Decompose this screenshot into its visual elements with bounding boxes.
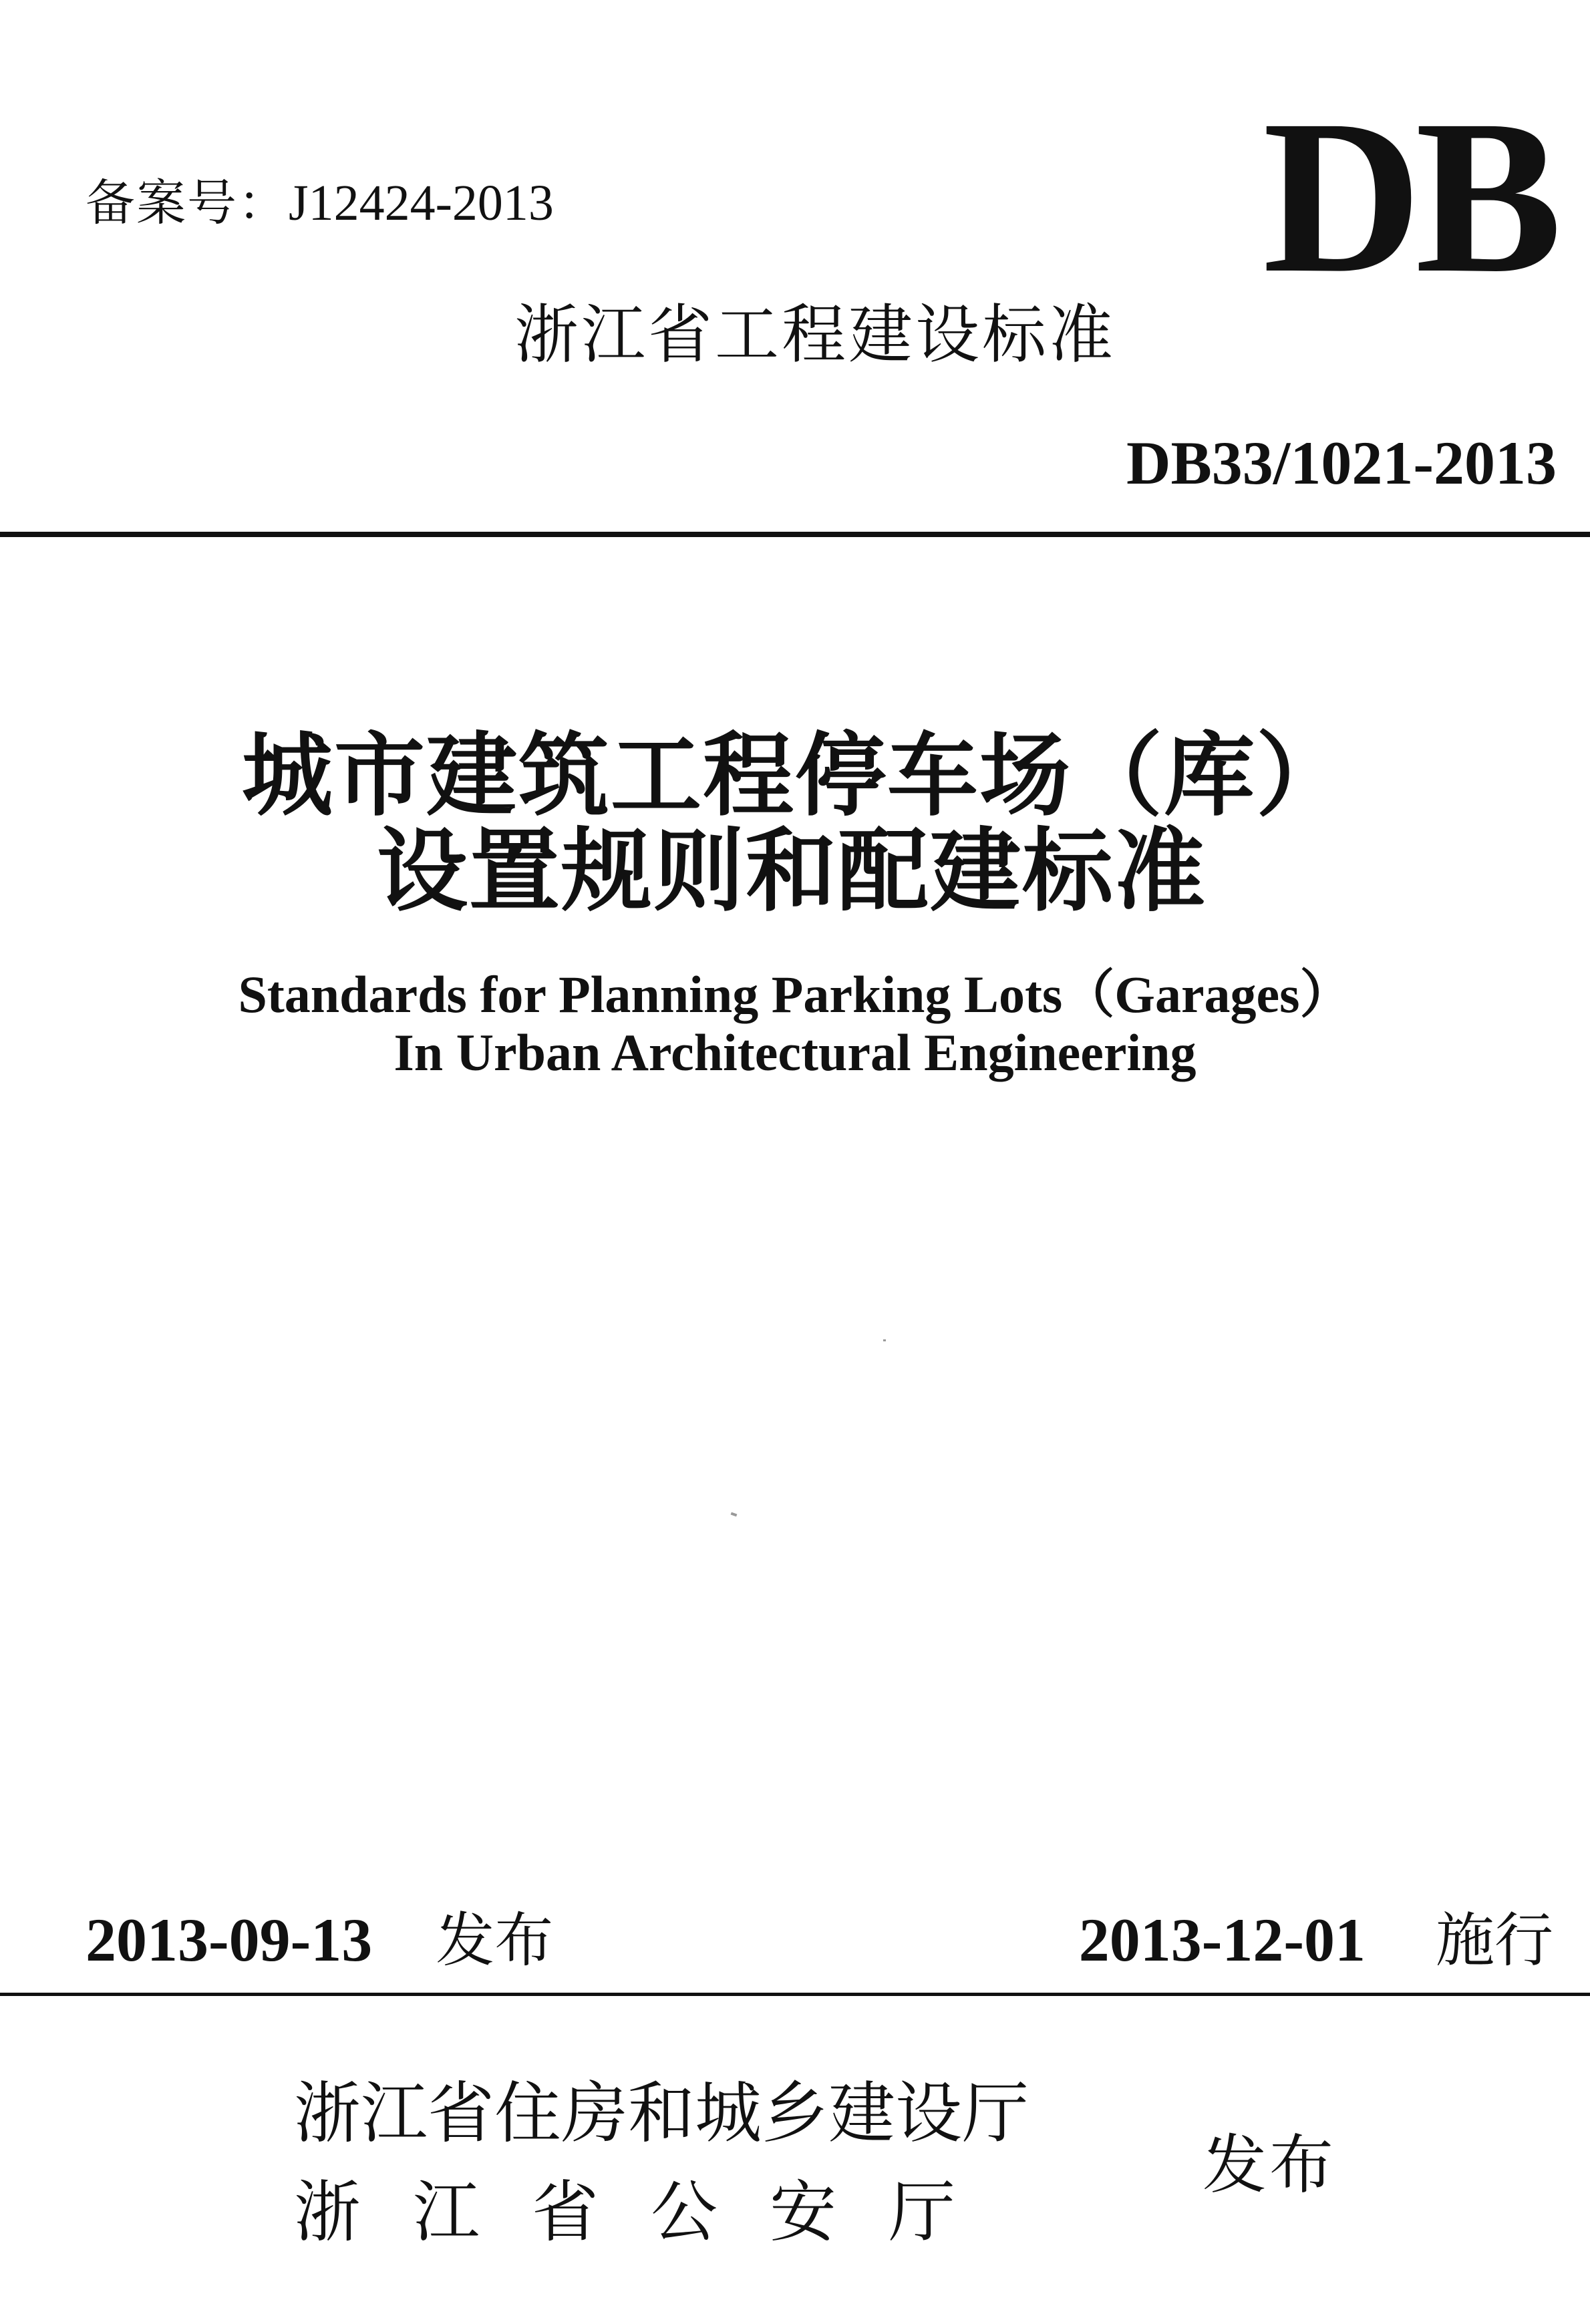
db-standard-mark: DB bbox=[1263, 75, 1556, 319]
header-divider bbox=[0, 532, 1590, 537]
issue-date: 2013-09-13 bbox=[86, 1906, 373, 1974]
issue-label: 发布 bbox=[436, 1906, 554, 1975]
effective-date: 2013-12-01 bbox=[1078, 1906, 1366, 1974]
issue-date-line bbox=[86, 1894, 553, 1978]
scan-speck bbox=[883, 1339, 886, 1341]
series-title: 浙江省工程建设标准 bbox=[514, 297, 1116, 372]
record-label: 备案号： bbox=[86, 174, 289, 232]
standard-number: DB33/1021-2013 bbox=[1126, 429, 1557, 497]
english-title-line-2: In Urban Architectural Engineering bbox=[393, 1023, 1197, 1082]
publisher-org-2: 浙江省公安厅 bbox=[294, 2173, 1007, 2251]
record-number-line bbox=[86, 164, 554, 234]
publish-label: 发布 bbox=[1203, 2128, 1336, 2202]
chinese-title bbox=[0, 722, 1590, 925]
english-title bbox=[0, 965, 1590, 1082]
effective-date-line bbox=[1079, 1894, 1553, 1978]
publisher-block bbox=[294, 2064, 1029, 2262]
footer-divider bbox=[0, 1993, 1590, 1996]
publisher-org-1: 浙江省住房和城乡建设厅 bbox=[294, 2074, 1029, 2152]
effective-label: 施行 bbox=[1435, 1906, 1553, 1975]
scan-speck bbox=[731, 1512, 738, 1517]
record-number: J12424-2013 bbox=[289, 175, 554, 231]
chinese-title-line-1: 城市建筑工程停车场（库） bbox=[242, 722, 1348, 829]
chinese-title-line-2: 设置规则和配建标准 bbox=[377, 817, 1207, 925]
english-title-line-1: Standards for Planning Parking Lots（Garages） bbox=[238, 965, 1352, 1023]
